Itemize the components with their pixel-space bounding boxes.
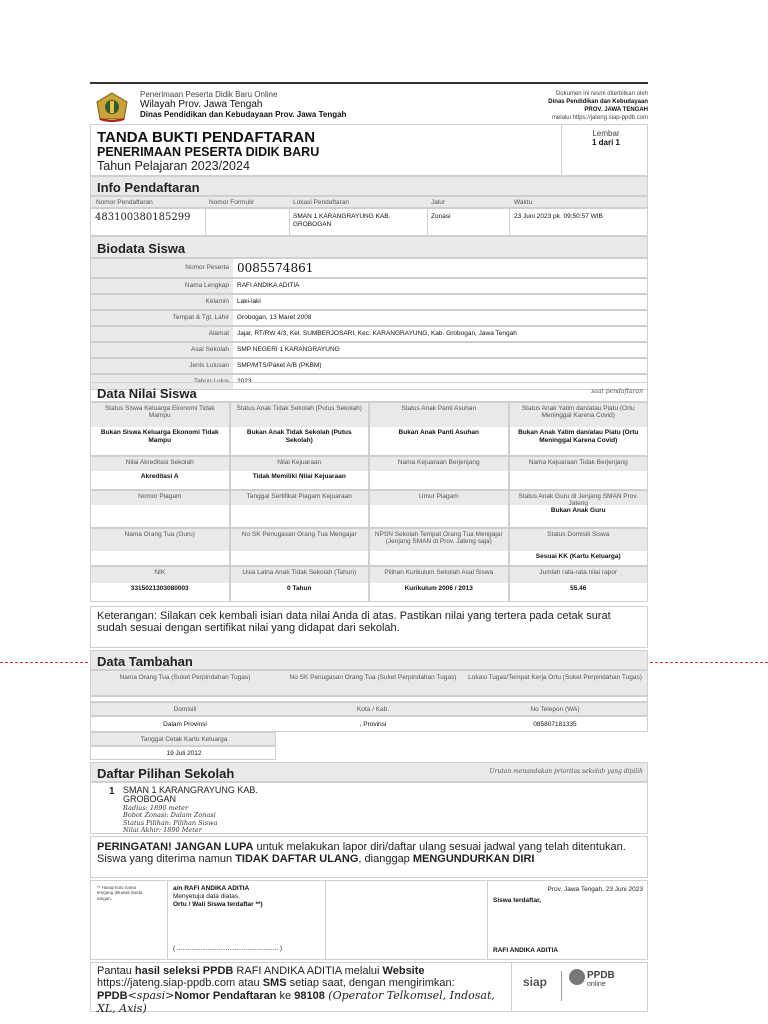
ppdb-logo-text: PPDB xyxy=(587,970,615,981)
nilai-cell-header: Nilai Akreditasi Sekolah xyxy=(91,457,229,471)
footer-t11: ke xyxy=(276,989,295,1002)
tambahan-h-lokasi: Lokasi Tugas/Tempat Kerja Ortu (Suket Perpindahan Tugas) xyxy=(468,674,642,681)
nilai-cell xyxy=(90,456,230,490)
tambahan-kk-header xyxy=(90,732,276,746)
peringatan-p1: PERINGATAN! JANGAN LUPA xyxy=(97,841,254,853)
tambahan-kk-value xyxy=(90,746,276,760)
biodata-label: Tahun Lulus xyxy=(193,378,229,385)
nilai-cell xyxy=(369,456,509,490)
nilai-cell-value: Bukan Anak Panti Asuhan xyxy=(398,429,479,436)
biodata-row xyxy=(90,358,648,374)
info-v-lokasi: SMAN 1 KARANGRAYUNG KAB. GROBOGAN xyxy=(293,213,391,228)
tambahan-h-kota: Kota / Kab. xyxy=(356,706,390,713)
nilai-cell xyxy=(90,528,230,566)
pilihan-detail: Nilai Akhir: 1890 Meter xyxy=(123,826,202,835)
biodata-section-header xyxy=(90,236,648,258)
siap-logo-text: siap xyxy=(523,975,548,989)
keterangan-text: Keterangan: Silakan cek kembali isian data nilai Anda di atas. Pastikan nilai yang tertera pada cetak surat sudah sesuai dengan sertifikat nilai yang didapat dari sekolah. xyxy=(97,610,611,635)
nilai-cell-header: Nilai Kejuaraan xyxy=(231,457,369,471)
pilihan-item xyxy=(90,782,648,834)
info-v-waktu: 23 Juni 2023 pk. 09:50:57 WIB xyxy=(514,213,603,220)
tambahan-v-domisili: Dalam Provinsi xyxy=(163,721,207,728)
info-value-row xyxy=(90,208,648,236)
info-h-jalur: Jalur xyxy=(431,199,446,206)
biodata-label: Asal Sekolah xyxy=(191,346,229,353)
ttd-ortu: Ortu / Wali Siswa terdaftar **) xyxy=(173,900,263,908)
pilihan-school: SMAN 1 KARANGRAYUNG KAB. GROBOGAN xyxy=(123,785,258,805)
peringatan-p3: TIDAK DAFTAR ULANG xyxy=(235,853,359,866)
nilai-cell xyxy=(90,566,230,602)
nilai-cell-header: Status Domisili Siswa xyxy=(510,529,648,551)
biodata-value: 2023 xyxy=(237,378,252,385)
ppdb-logo-icon xyxy=(569,969,585,985)
biodata-label: Jenis Lulusan xyxy=(189,362,229,369)
jateng-emblem-icon xyxy=(94,92,130,122)
peringatan-p2: untuk melakukan lapor diri/daftar ulang sesuai jadwal yang telah ditentukan. Siswa yang diterima namun xyxy=(97,841,626,866)
nilai-cell-header: NIK xyxy=(91,567,229,583)
biodata-nomor-peserta: 0085574861 xyxy=(237,261,314,275)
header-right4: melalui https://jateng.siap-ppdb.com xyxy=(551,115,648,122)
biodata-row xyxy=(90,278,648,294)
pilihan-section-header xyxy=(90,762,648,782)
pilihan-detail: Bobot Zonasi: Dalam Zonasi xyxy=(123,811,216,820)
doc-title: TANDA BUKTI PENDAFTARAN xyxy=(97,129,316,146)
info-section-header xyxy=(90,176,648,196)
biodata-row xyxy=(90,258,648,278)
nilai-cell-header: Status Anak Yatim dan/atau Piatu (Ortu Meninggal Karena Covid) xyxy=(510,403,648,427)
ppdb-logo-sub: online xyxy=(587,981,606,988)
pilihan-note: Urutan menandakan prioritas sekolah yang dipilih xyxy=(489,768,643,775)
nilai-cell xyxy=(369,402,509,456)
biodata-label: Tempat & Tgl. Lahir xyxy=(172,314,229,321)
nilai-cell xyxy=(369,528,509,566)
ppdb-logo xyxy=(587,971,615,988)
header-right3: PROV. JAWA TENGAH xyxy=(584,107,648,114)
nilai-cell xyxy=(230,566,370,602)
peringatan-box xyxy=(90,836,648,878)
nilai-section-header xyxy=(90,382,648,402)
footer-t3: RAFI ANDIKA ADITIA melalui xyxy=(233,965,383,977)
nilai-cell xyxy=(90,402,230,456)
ttd-place-date: Prov. Jawa Tengah, 23 Juni 2023 xyxy=(547,886,643,893)
ttd-siswa: Siswa terdaftar, xyxy=(493,897,542,904)
info-v-jalur: Zonasi xyxy=(431,213,451,220)
biodata-value: SMP NEGERI 1 KARANGRAYUNG xyxy=(237,346,340,353)
footer-text xyxy=(97,966,505,1016)
title-block xyxy=(90,124,648,176)
biodata-row xyxy=(90,310,648,326)
nilai-cell-header: Nama Kejuaraan Tidak Berjenjang xyxy=(510,457,648,471)
pilihan-detail: Radius: 1890 meter xyxy=(123,804,189,812)
pilihan-details xyxy=(123,805,218,835)
nilai-cell xyxy=(230,490,370,528)
info-h-waktu: Waktu xyxy=(514,199,533,206)
footer-t10: Nomor Pendaftaran xyxy=(174,989,277,1002)
nilai-cell-header: Nama Kejuaraan Berjenjang xyxy=(370,457,508,471)
lembar-label: Lembar xyxy=(592,129,620,138)
biodata-value: Jajar, RT/RW 4/3, Kel. SUMBERJOSARI, Kec. KARANGRAYUNG, Kab. Grobogan, Jawa Tengah xyxy=(237,330,517,337)
nilai-cell-header: Usia Latna Anak Tidak Sekolah (Tahun) xyxy=(231,567,369,583)
footer-t4: Website xyxy=(382,965,425,977)
nilai-cell xyxy=(509,402,649,456)
footer-t9: <spasi> xyxy=(127,988,175,1002)
ttd-signature-line: ( ........................................................ ) xyxy=(173,945,283,952)
nilai-cell-header: Status Anak Tidak Sekolah (Putus Sekolah) xyxy=(231,403,369,427)
tambahan-row2-values xyxy=(90,716,648,732)
nilai-cell xyxy=(230,402,370,456)
nilai-note: saat pendaftaran xyxy=(591,388,643,395)
nilai-cell xyxy=(230,456,370,490)
nilai-cell-header: NPSN Sekolah Tempat Orang Tua Mengajar (Jenjang SMAN di Prov. Jateng saja) xyxy=(370,529,508,551)
footer-t13: (Operator Telkomsel, Indosat, XL, Axis) xyxy=(97,988,495,1015)
tambahan-v-telepon: 085807181335 xyxy=(533,721,577,728)
biodata-title: Biodata Siswa xyxy=(97,241,186,256)
footer-t12: 98108 xyxy=(294,989,325,1002)
siap-logo xyxy=(523,975,547,989)
tambahan-row2-headers xyxy=(90,702,648,716)
info-v-nomor: 483100380185299 xyxy=(95,212,191,223)
nilai-grid xyxy=(90,402,648,602)
footer-t5: https://jateng.siap-ppdb.com atau xyxy=(97,976,263,989)
nilai-cell-header: Umur Piagam xyxy=(370,491,508,505)
header-line1: Penerimaan Peserta Didik Baru Online xyxy=(140,90,278,99)
nilai-cell xyxy=(509,456,649,490)
nilai-cell xyxy=(90,490,230,528)
info-h-formulir: Nomor Formulir xyxy=(209,199,255,206)
tambahan-title: Data Tambahan xyxy=(97,654,193,669)
nilai-cell-header: Status Anak Panti Asuhan xyxy=(370,403,508,427)
tambahan-h-telepon: No Telepon (WA) xyxy=(530,706,580,713)
nilai-cell xyxy=(509,566,649,602)
peringatan-p5: MENGUNDURKAN DIRI xyxy=(412,853,535,866)
biodata-row xyxy=(90,326,648,342)
nilai-cell xyxy=(509,490,649,528)
tambahan-section-header xyxy=(90,650,648,670)
document-page xyxy=(90,82,648,1022)
header-line2: Wilayah Prov. Jawa Tengah xyxy=(140,99,263,110)
header-right2: Dinas Pendidikan dan Kebudayaan xyxy=(548,99,648,106)
nilai-cell xyxy=(369,566,509,602)
nilai-cell-value: Bukan Anak Yatim dan/atau Piatu (Ortu Meninggal Karena Covid) xyxy=(518,429,639,444)
peringatan-text xyxy=(97,841,643,866)
doc-subtitle: PENERIMAAN PESERTA DIDIK BARU xyxy=(97,145,320,159)
biodata-value: SMP/MTS/Paket A/B (PKBM) xyxy=(237,362,322,369)
nilai-cell-value: Akreditasi A xyxy=(140,473,179,480)
biodata-row xyxy=(90,294,648,310)
biodata-label: Kelamin xyxy=(205,298,229,305)
nilai-cell-header: Nomor Piagam xyxy=(91,491,229,505)
ttd-name: RAFI ANDIKA ADITIA xyxy=(493,947,558,954)
footer-t6: SMS xyxy=(262,976,287,989)
nilai-cell-header: No SK Penugasan Orang Tua Mengajar xyxy=(231,529,369,551)
tambahan-h-sk: No SK Penugasan Orang Tua (Suket Perpindahan Tugas) xyxy=(289,674,457,681)
tambahan-h-ortu: Nama Orang Tua (Suket Perpindahan Tugas) xyxy=(119,674,251,681)
nilai-cell-header: Pilihan Kurikulum Sekolah Asal Siswa xyxy=(370,567,508,583)
keterangan-box xyxy=(90,606,648,648)
biodata-label: Nama Lengkap xyxy=(184,282,229,289)
pilihan-detail: Status Pilihan: Pilihan Siswa xyxy=(123,818,218,827)
footer-t7: setiap saat, dengan mengirimkan: xyxy=(286,976,455,989)
peringatan-p4: , dianggap xyxy=(358,853,413,866)
nilai-cell-header: Status Anak Guru di Jenjang SMAN Prov. Jateng xyxy=(510,491,648,505)
nilai-cell-value: 55.46 xyxy=(570,585,587,592)
biodata-value: RAFI ANDIKA ADITIA xyxy=(237,282,300,289)
tambahan-row1-headers xyxy=(90,670,648,696)
info-title: Info Pendaftaran xyxy=(97,180,200,195)
nilai-cell-value: Bukan Anak Guru xyxy=(550,507,606,514)
nilai-cell-header: Status Siswa Keluarga Ekonomi Tidak Mampu xyxy=(91,403,229,427)
biodata-label: Nomor Peserta xyxy=(185,264,229,271)
header-rule xyxy=(90,82,648,84)
ttd-left xyxy=(173,885,263,908)
biodata-value: Laki-laki xyxy=(237,298,261,305)
footer-box xyxy=(90,962,648,1015)
ttd-setuju: Menyetujui data diatas, xyxy=(173,892,240,900)
ttd-an: a/n RAFI ANDIKA ADITIA xyxy=(173,885,250,892)
nilai-cell-value: 3315021303080003 xyxy=(130,585,189,592)
tambahan-h-domisili: Domisili xyxy=(173,706,197,713)
tambahan-h-kk: Tanggal Cetak Kartu Keluarga xyxy=(140,736,228,743)
nilai-cell-value: 0 Tahun xyxy=(287,585,312,592)
info-h-nomor: Nomor Pendaftaran xyxy=(96,199,153,206)
doc-year: Tahun Pelajaran 2023/2024 xyxy=(97,159,250,173)
nilai-cell-value: Bukan Anak Tidak Sekolah (Putus Sekolah) xyxy=(246,429,352,444)
nilai-title: Data Nilai Siswa xyxy=(97,386,197,401)
nilai-cell-value: Sesuai KK (Kartu Keluarga) xyxy=(535,553,621,560)
nilai-cell xyxy=(509,528,649,566)
biodata-value: Grobogan, 13 Maret 2008 xyxy=(237,314,312,321)
info-h-lokasi: Lokasi Pendaftaran xyxy=(293,199,350,206)
header-right xyxy=(548,90,648,122)
pilihan-number: 1 xyxy=(109,786,115,797)
nilai-cell-value: Kurikulum 2006 / 2013 xyxy=(404,585,473,592)
nilai-cell-header: Jumlah rata-rata nilai rapor xyxy=(510,567,648,583)
signature-box xyxy=(90,880,648,960)
lembar-value: 1 dari 1 xyxy=(591,138,620,147)
footer-t1: Pantau xyxy=(97,965,135,977)
ttd-note: ** Harap kolo nama tengang dituwak tanda tangan. xyxy=(97,885,143,901)
tambahan-v-kota: , Provinsi xyxy=(359,721,387,728)
tambahan-v-kk: 19 Juli 2012 xyxy=(166,750,202,757)
nilai-cell-value: Tidak Memiliki Nilai Kejuaraan xyxy=(252,473,346,480)
pilihan-title: Daftar Pilihan Sekolah xyxy=(97,766,235,781)
nilai-cell xyxy=(369,490,509,528)
biodata-label: Alamat xyxy=(208,330,229,337)
lembar-box xyxy=(561,125,649,177)
footer-t8: PPDB xyxy=(97,989,128,1002)
nilai-cell-header: Tanggal Sertifikat Piagam Kejuaraan xyxy=(231,491,369,505)
nilai-cell-header: Nama Orang Tua (Guru) xyxy=(91,529,229,551)
footer-t2: hasil seleksi PPDB xyxy=(134,965,234,977)
biodata-row xyxy=(90,342,648,358)
info-header-row xyxy=(90,196,648,208)
nilai-cell xyxy=(230,528,370,566)
nilai-cell-value: Bukan Siswa Keluarga Ekonomi Tidak Mampu xyxy=(100,429,219,444)
header-line3: Dinas Pendidikan dan Kebudayaan Prov. Jawa Tengah xyxy=(140,110,347,119)
header-right1: Dokumen ini resmi diterbitkan oleh xyxy=(555,91,648,97)
